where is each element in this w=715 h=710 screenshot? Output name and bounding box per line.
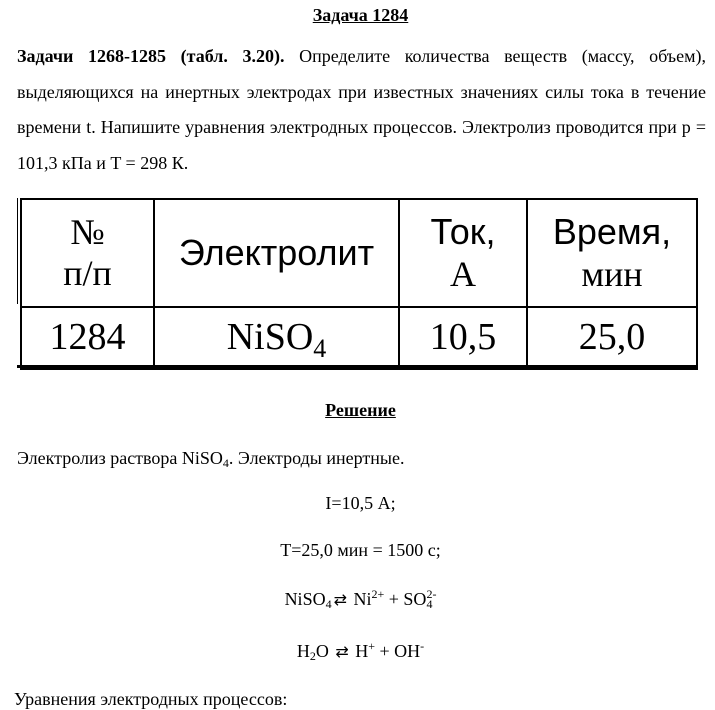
current-value-line: I=10,5 А; [325, 493, 396, 513]
header-time [527, 199, 697, 307]
table-row [21, 307, 697, 369]
header-time-line1: Время, [552, 211, 672, 253]
header-electrolyte-label: Электролит [178, 232, 375, 274]
eq2-oh-charge: - [420, 639, 425, 653]
cell-electrolyte [154, 307, 399, 369]
solution-intro-line [17, 448, 404, 469]
solution-intro-text-end: . Электроды инертные. [228, 448, 405, 468]
cell-current: 10,5 [399, 307, 527, 369]
eq1-so4-sub: 4 [426, 597, 433, 611]
eq1-lhs-sub: 4 [325, 597, 332, 611]
solution-title: Решение [325, 400, 396, 420]
eq2-hplus-charge: + [368, 639, 376, 653]
header-number-line2: п/п [63, 253, 112, 293]
header-time-line2: мин [581, 253, 643, 294]
eq1-ni: Ni [348, 589, 372, 609]
eq2-h-sub: 2 [309, 649, 316, 663]
electrolyte-subscript: 4 [313, 334, 327, 364]
eq1-so4: + SO [384, 589, 427, 609]
data-table-wrapper [20, 198, 696, 368]
problem-title: Задача 1284 [312, 5, 409, 25]
dissociation-equation-salt [0, 589, 715, 610]
cell-time: 25,0 [527, 307, 697, 369]
header-current-line1: Ток, [430, 211, 496, 253]
eq1-ni-charge: 2+ [371, 587, 385, 601]
eq2-oh: + OH [375, 641, 421, 661]
problem-text: Определите количества веществ (массу, объем), выделяющихся на инертных электродах при известных значениях силы тока в течение времени t. Напишите уравнения электродных процессов. Электролиз проводится при p = 101,3 кПа и T = 298 К. [17, 46, 706, 173]
equilibrium-arrow-icon: ⇄ [335, 642, 349, 661]
problem-range-label: Задачи 1268-1285 (табл. 3.20). [17, 46, 285, 66]
eq1-lhs: NiSO [284, 589, 326, 609]
solution-intro-subscript: 4 [222, 456, 229, 470]
time-value-line: Т=25,0 мин = 1500 с; [280, 540, 441, 560]
problem-statement [17, 39, 706, 181]
table-left-edge [17, 198, 18, 304]
equilibrium-arrow-icon: ⇄ [333, 590, 347, 609]
header-current-line2: А [450, 253, 476, 294]
data-table [20, 198, 698, 370]
dissociation-equation-water [0, 641, 715, 662]
electrode-processes-heading: Уравнения электродных процессов: [14, 689, 288, 709]
cell-number: 1284 [21, 307, 154, 369]
header-number-line1: № [70, 211, 105, 252]
table-header-row [21, 199, 697, 307]
header-current [399, 199, 527, 307]
eq2-hplus: H [350, 641, 369, 661]
eq2-h: H [296, 641, 310, 661]
solution-intro-text: Электролиз раствора NiSO [17, 448, 223, 468]
eq2-o: O [315, 641, 334, 661]
header-electrolyte [154, 199, 399, 307]
electrolyte-formula: NiSO [226, 316, 314, 359]
table-bottom-rule [17, 365, 698, 368]
header-number [21, 199, 154, 307]
eq1-so4-charge: 2- [426, 587, 437, 601]
